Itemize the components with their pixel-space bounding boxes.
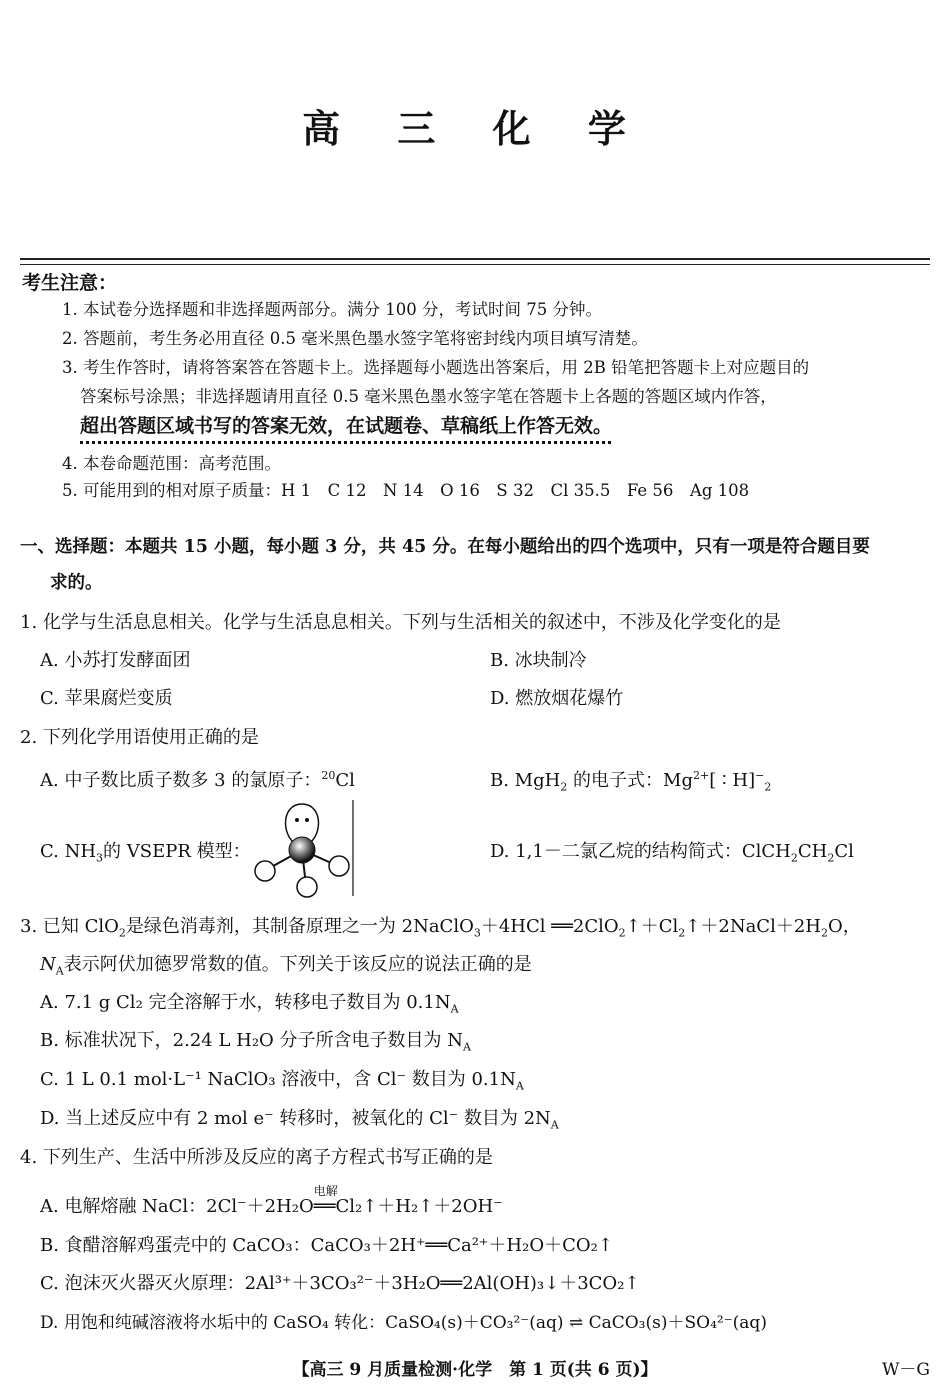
q3c-text: C. 1 L 0.1 mol·L⁻¹ NaClO₃ 溶液中，含 Cl⁻ 数目为 0.1N: [40, 1069, 516, 1090]
q3-na: N: [40, 954, 56, 975]
question-2-option-c: [40, 838, 251, 873]
question-4-option-c: C. 泡沫灭火器灭火原理：2Al³⁺＋3CO₃²⁻＋3H₂O══2Al(OH)₃↓＋3CO₂↑: [40, 1273, 640, 1294]
notice-item-3: 3. 考生作答时，请将答案答在答题卡上。选择题每小题选出答案后，用 2B 铅笔把答题卡上对应题目的: [62, 358, 810, 377]
q3b-text: B. 标准状况下，2.24 L H₂O 分子所含电子数目为 N: [40, 1030, 464, 1051]
hydrogen-atom: [297, 877, 317, 897]
q2b-charge: 2+: [693, 769, 710, 782]
question-1-option-a: A. 小苏打发酵面团: [40, 650, 191, 671]
q2c-post: 的 VSEPR 模型：: [103, 841, 251, 862]
q3a-text: A. 7.1 g Cl₂ 完全溶解于水，转移电子数目为 0.1N: [40, 992, 451, 1013]
q2a-mass-number: 20: [321, 769, 336, 782]
notice-item-3-emphasis: [80, 413, 950, 440]
q3-sub: 3: [473, 926, 481, 940]
page-title: 高 三 化 学: [302, 106, 648, 151]
q3c-sub: A: [515, 1079, 524, 1093]
question-4-option-b: B. 食醋溶解鸡蛋壳中的 CaCO₃：CaCO₃＋2H⁺══Ca²⁺＋H₂O＋CO₂↑: [40, 1235, 613, 1256]
q3-c: ＋4HCl ══2ClO: [480, 916, 619, 937]
question-3-option-b: [40, 1027, 471, 1062]
q2a-element: Cl: [335, 770, 355, 791]
q2b-sub2: 2: [560, 780, 568, 794]
hydrogen-atom: [329, 856, 349, 876]
q3b-sub: A: [463, 1040, 471, 1054]
q2d-sub1: 2: [790, 851, 798, 865]
q4a-post: Cl₂↑＋H₂↑＋2OH⁻: [335, 1196, 503, 1217]
q3-f: O，: [828, 916, 861, 937]
question-1-option-d: D. 燃放烟花爆竹: [490, 688, 624, 709]
emphasis-text: 超出答题区域书写的答案无效，在试题卷、草稿纸上作答无效。: [80, 415, 613, 437]
notice-item-5: 5. 可能用到的相对原子质量：H 1 C 12 N 14 O 16 S 32 Cl 35.5 Fe 56 Ag 108: [62, 481, 750, 500]
q3a-sub: A: [450, 1002, 459, 1016]
page-footer: 【高三 9 月质量检测·化学 第 1 页(共 6 页)】: [292, 1360, 658, 1380]
q3-e: ↑＋2NaCl＋2H: [685, 916, 821, 937]
q4a-condition: 电解: [313, 1184, 338, 1198]
q3-d: ↑＋Cl: [625, 916, 679, 937]
question-2-option-b: [490, 762, 771, 802]
question-3-option-a: [40, 989, 459, 1024]
q3d-text: D. 当上述反应中有 2 mol e⁻ 转移时，被氧化的 Cl⁻ 数目为 2N: [40, 1108, 551, 1129]
q4a-pre: A. 电解熔融 NaCl：2Cl⁻＋2H₂O: [40, 1196, 314, 1217]
question-3-stem: [20, 913, 935, 948]
q3-a: 3. 已知 ClO: [20, 916, 119, 937]
notice-item-3-cont: 答案标号涂黑；非选择题请用直径 0.5 毫米黑色墨水签字笔在答题卡上各题的答题区域内作答，: [80, 387, 777, 406]
q3-b: 是绿色消毒剂，其制备原理之一为 2NaClO: [125, 916, 474, 937]
q2d-mid: CH: [797, 841, 828, 862]
q3-na-sub: A: [55, 964, 64, 978]
q2b-minus: −: [755, 769, 765, 782]
nitrogen-atom: [289, 837, 315, 863]
question-1-option-b: B. 冰块制冷: [490, 650, 587, 671]
question-3-option-d: [40, 1105, 559, 1140]
q3-sub: 2: [118, 926, 126, 940]
q2c-sub3: 3: [96, 851, 104, 865]
q2d-pre: D. 1,1－二氯乙烷的结构简式：ClCH: [490, 841, 791, 862]
q2b-count: 2: [764, 780, 772, 794]
question-4-option-d: D. 用饱和纯碱溶液将水垢中的 CaSO₄ 转化：CaSO₄(s)＋CO₃²⁻(aq) ⇌ CaCO₃(s)＋SO₄²⁻(aq): [40, 1313, 767, 1333]
notice-item-4: 4. 本卷命题范围：高考范围。: [62, 454, 281, 473]
vsepr-model-figure: [250, 800, 355, 900]
question-4-stem: 4. 下列生产、生活中所涉及反应的离子方程式书写正确的是: [20, 1147, 493, 1168]
question-3-stem-line2: [40, 951, 950, 986]
q2c-pre: C. NH: [40, 841, 97, 862]
q3-line2-text: 表示阿伏加德罗常数的值。下列关于该反应的说法正确的是: [63, 954, 532, 975]
q2b-bracket: [ ∶ H]: [709, 770, 756, 791]
question-1-stem: 1. 化学与生活息息相关。化学与生活息息相关。下列与生活相关的叙述中，不涉及化学变化的是: [20, 612, 781, 633]
electrolysis-condition: 电解 ══: [314, 1193, 336, 1221]
section-heading-line2: 求的。: [50, 573, 103, 593]
question-1-option-c: C. 苹果腐烂变质: [40, 688, 173, 709]
q2b-pre: B. MgH: [490, 770, 561, 791]
q2b-mid: 的电子式：Mg: [567, 770, 694, 791]
q3-sub: 2: [821, 926, 828, 940]
question-3-option-c: [40, 1066, 524, 1101]
hydrogen-atom: [255, 861, 275, 881]
section-heading-line1: 一、选择题：本题共 15 小题，每小题 3 分，共 45 分。在每小题给出的四个选项中，只有一项是符合题目要: [20, 537, 870, 557]
notice-item-1: 1. 本试卷分选择题和非选择题两部分。满分 100 分，考试时间 75 分钟。: [62, 300, 602, 319]
question-2-option-d: [490, 838, 854, 873]
q3-sub: 2: [618, 926, 626, 940]
notice-heading: 考生注意：: [22, 272, 118, 294]
header-divider: [20, 258, 930, 265]
q2a-text: A. 中子数比质子数多 3 的氯原子：: [40, 770, 322, 791]
question-2-stem: 2. 下列化学用语使用正确的是: [20, 727, 259, 748]
q2d-post: Cl: [834, 841, 854, 862]
q3-sub: 2: [678, 926, 686, 940]
question-2-option-a: [40, 762, 355, 795]
question-4-option-a: [40, 1184, 503, 1221]
q3d-sub: A: [550, 1118, 559, 1132]
q2d-sub2: 2: [827, 851, 835, 865]
notice-item-2: 2. 答题前，考生务必用直径 0.5 毫米黑色墨水签字笔将密封线内项目填写清楚。: [62, 329, 648, 348]
paper-code: W－G: [881, 1360, 930, 1380]
